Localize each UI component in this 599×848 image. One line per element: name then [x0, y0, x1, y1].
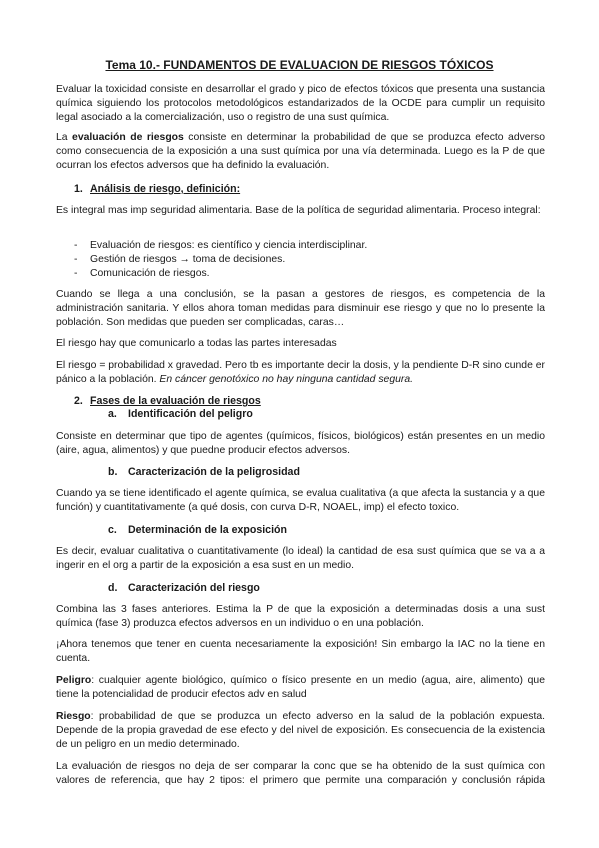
subsection-b-text: Cuando ya se tiene identificado el agente química, se evalua cualitativa (a que afecta la sustancia y a que función) y cuantitativamente (a qué dosis, con curva D-R, NOAEL, imp) el efecto toxico.	[56, 488, 545, 514]
list-item	[74, 267, 534, 281]
subsection-c-heading	[108, 523, 287, 537]
subsection-d-label: Caracterización del riesgo	[128, 582, 260, 594]
section-2-label: Fases de la evaluación de riesgos	[90, 395, 261, 407]
dose-text: El riesgo = probabilidad x gravedad. Pero tb es importante decir la dosis, y la pendiente D-R sino cunde er pánico a la población.	[56, 360, 545, 386]
subsection-a-label: Identificación del peligro	[128, 408, 253, 420]
list-item	[74, 253, 534, 267]
bullet-text: Evaluación de riesgos: es científico y ciencia interdisciplinar.	[90, 240, 368, 251]
intro-paragraph: Evaluar la toxicidad consiste en desarrollar el grado y pico de efectos tóxicos que presenta una sustancia química siguiendo los protocolos metodológicos estandarizados de la OCDE para cumplir un requisito legal asociado a la comercialización, uso o registro de una sust química.	[56, 84, 545, 124]
definition-term: evaluación de riesgos	[72, 132, 184, 143]
subsection-a-number: a.	[108, 408, 117, 420]
peligro-text: : cualquier agente biológico, químico o físico presente en un medio (agua, aire, alimento) que tiene la potencialidad de producir efectos adv en salud	[56, 675, 545, 701]
subsection-c-label: Determinación de la exposición	[128, 524, 287, 536]
subsection-a-text: Consiste en determinar que tipo de agentes (químicos, físicos, biológicos) están presentes en un medio (aire, agua, alimentos) y que puedne producir efectos adversos.	[56, 431, 545, 457]
section-1-heading	[74, 182, 240, 196]
riesgo-definition	[56, 710, 545, 753]
subsection-b-label: Caracterización de la peligrosidad	[128, 466, 300, 478]
page-title: Tema 10.- FUNDAMENTOS DE EVALUACION DE RIESGOS TÓXICOS	[105, 58, 494, 72]
subsection-d-text: Combina las 3 fases anteriores. Estima la P de que la exposición a determinadas dosis a una sust química (fase 3) produzca efectos adversos en un individuo o en una población.	[56, 604, 545, 630]
section-1-paragraph-1: Es integral mas imp seguridad alimentaria. Base de la política de seguridad alimentaria. Proceso integral:	[56, 205, 541, 216]
subsection-a-heading	[108, 407, 253, 421]
bullet-dash: -	[74, 240, 78, 251]
riesgo-term: Riesgo	[56, 711, 91, 722]
bullet-text: Comunicación de riesgos.	[90, 268, 210, 279]
definition-prefix: La	[56, 132, 73, 143]
subsection-c-number: c.	[108, 524, 117, 536]
section-2-number: 2.	[74, 395, 83, 407]
bullet-dash: -	[74, 254, 78, 265]
subsection-d-number: d.	[108, 582, 118, 594]
peligro-term: Peligro	[56, 675, 92, 686]
peligro-definition	[56, 674, 545, 702]
section-1-number: 1.	[74, 183, 83, 195]
subsection-c-text: Es decir, evaluar cualitativa o cuantitativamente (lo ideal) la cantidad de esa sust química que se va a a ingerir en el org a partir de la exposición a esa sust en un medio.	[56, 546, 545, 572]
subsection-b-number: b.	[108, 466, 118, 478]
riesgo-text: : probabilidad de que se produzca un efecto adverso en la salud de la población expuesta. Depende de la propia gravedad de ese efecto y del nivel de exposición. Es consecuencia de la existencia de un peligro en un medio determinado.	[56, 711, 545, 751]
subsection-d-heading	[108, 581, 260, 595]
section-1-label: Análisis de riesgo, definición:	[90, 183, 241, 195]
bullet-text: Gestión de riesgos → toma de decisiones.	[90, 254, 286, 265]
subsection-b-heading	[108, 465, 300, 479]
list-item	[74, 239, 534, 253]
section-1-paragraph-2: Cuando se llega a una conclusión, se la pasan a gestores de riesgos, es competencia de la administración sanitaria. Y ellos ahora toman medidas para disminuir ese riesgo y que no lo presente la población. Son medidas que pueden ser complicadas, caras…	[56, 289, 545, 329]
risk-evaluation-definition	[56, 131, 545, 174]
section-1-paragraph-3: El riesgo hay que comunicarlo a todas las partes interesadas	[56, 338, 337, 349]
bullet-dash: -	[74, 268, 78, 279]
final-paragraph: La evaluación de riesgos no deja de ser comparar la conc que se ha obtenido de la sust química con valores de referencia, que hay 2 tipos: el primero que permite una comparación y conclusión rápida	[56, 761, 545, 787]
section-1-paragraph-4	[56, 359, 545, 387]
definition-text: consiste en determinar la probabilidad de que se produzca efecto adverso como consecuencia de la exposición a una sust química por una vía determinada. Luego es la P de que ocurran los efectos adversos que ha definido la evaluación.	[56, 132, 546, 172]
genotoxic-note: En cáncer genotóxico no hay ninguna cantidad segura.	[159, 374, 414, 386]
exposure-note: ¡Ahora tenemos que tener en cuenta necesariamente la exposición! Sin embargo la IAC no la tiene en cuenta.	[56, 639, 545, 665]
